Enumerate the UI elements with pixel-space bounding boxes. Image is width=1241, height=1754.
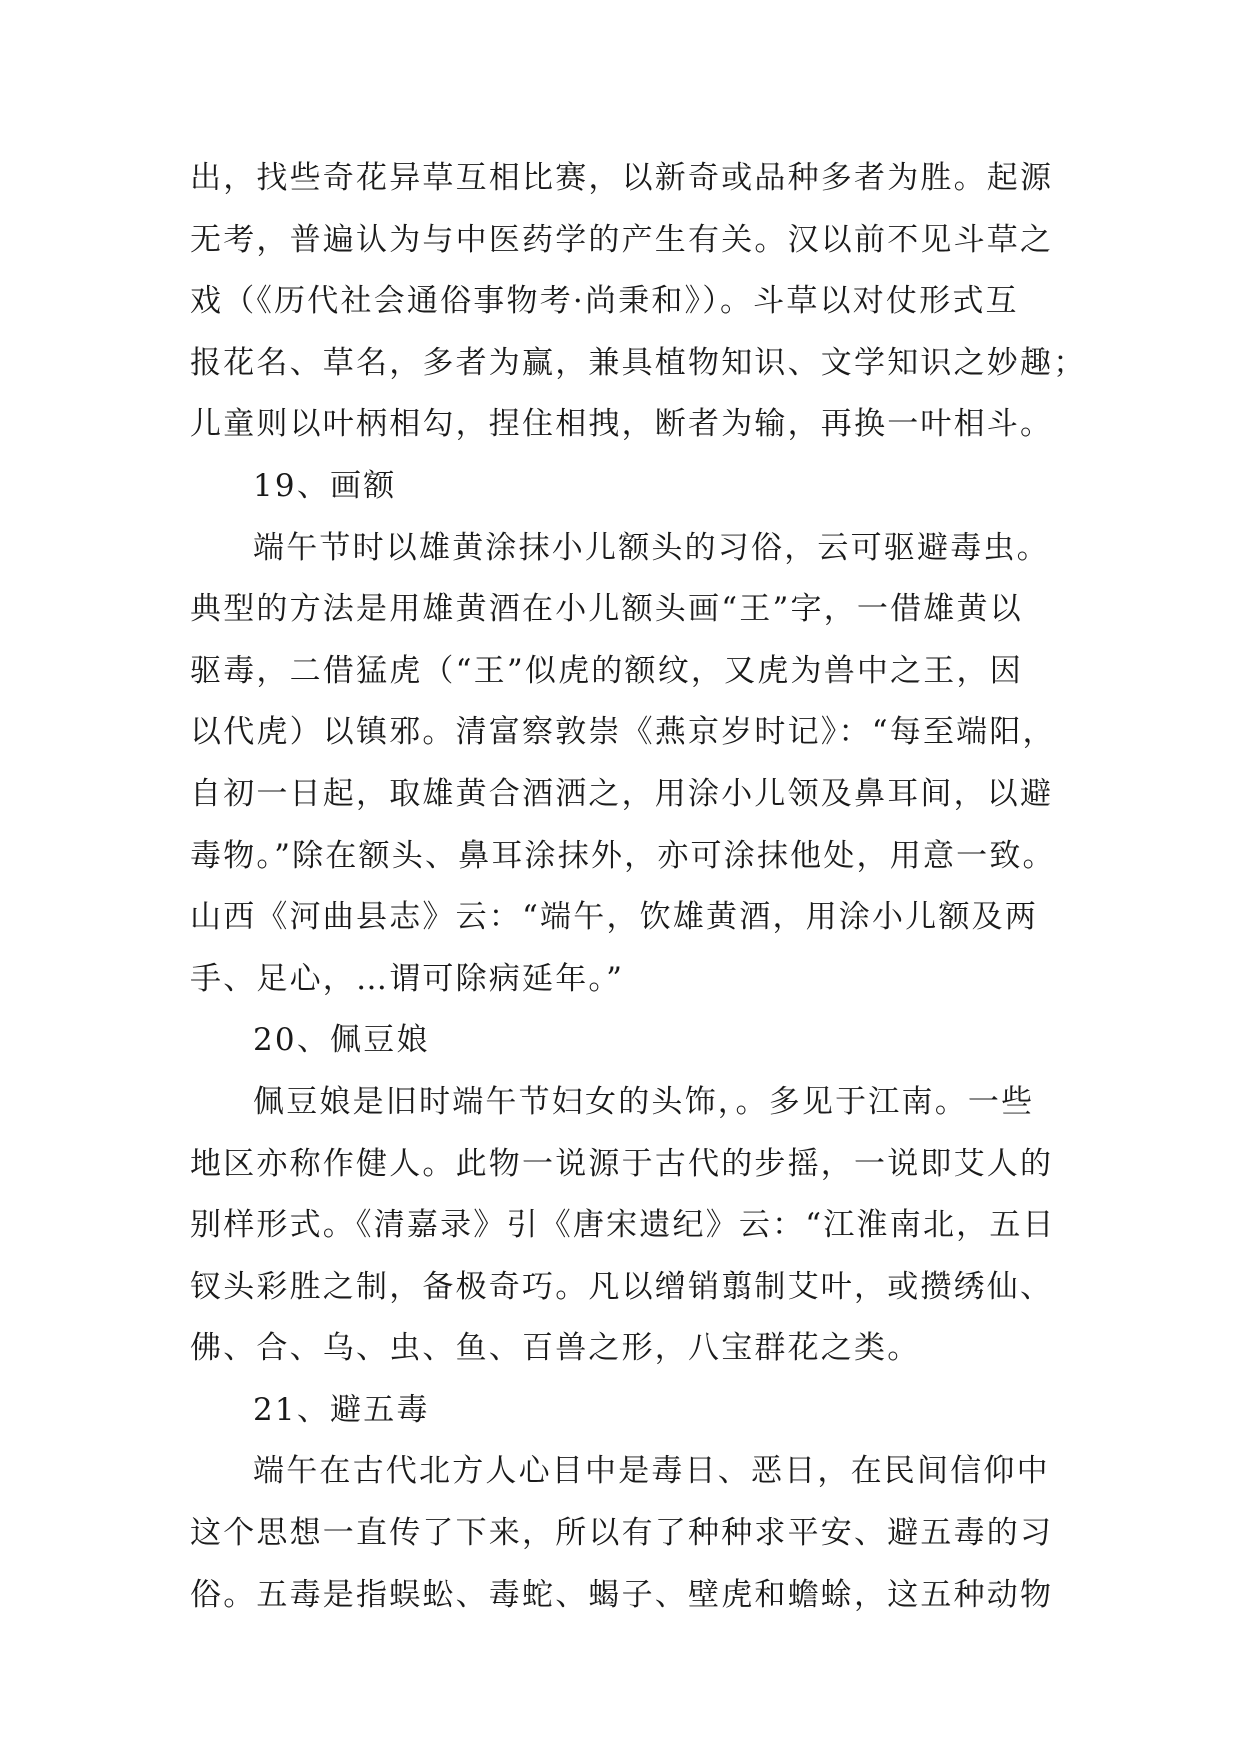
text-line: 山西《河曲县志》云：“端午，饮雄黄酒，用涂小儿额及两: [190, 899, 1039, 936]
text-line: 报花名、草名，多者为赢，兼具植物知识、文学知识之妙趣；: [190, 344, 1087, 381]
text-line: 出，找些奇花异草互相比赛，以新奇或品种多者为胜。起源: [190, 160, 1054, 196]
text-line: 典型的方法是用雄黄酒在小儿额头画“王”字，一借雄黄以: [190, 591, 1023, 628]
text-line: 地区亦称作健人。此物一说源于古代的步摇，一说即艾人的: [190, 1145, 1054, 1182]
section-heading: 20、佩豆娘: [253, 1022, 430, 1059]
text-line: 戏（《历代社会通俗事物考·尚秉和》）。斗草以对仗形式互: [190, 283, 1019, 320]
text-line: 俗。五毒是指蜈蚣、毒蛇、蝎子、壁虎和蟾蜍，这五种动物: [190, 1576, 1054, 1613]
section-heading: 21、避五毒: [253, 1391, 430, 1428]
text-line: 自初一日起，取雄黄合酒洒之，用涂小儿领及鼻耳间，以避: [190, 775, 1054, 812]
text-line: 以代虎）以镇邪。清富察敦崇《燕京岁时记》：“每至端阳，: [190, 714, 1056, 751]
paragraph-first-line: 端午节时以雄黄涂抹小儿额头的习俗，云可驱避毒虫。: [253, 529, 1050, 566]
paragraph-first-line: 端午在古代北方人心目中是毒日、恶日，在民间信仰中: [253, 1453, 1050, 1490]
paragraph-first-line: 佩豆娘是旧时端午节妇女的头饰，。多见于江南。一些: [253, 1083, 1035, 1120]
text-line: 毒物。”除在额头、鼻耳涂抹外，亦可涂抹他处，用意一致。: [190, 837, 1056, 874]
text-line: 这个思想一直传了下来，所以有了种种求平安、避五毒的习: [190, 1515, 1054, 1552]
text-line: 驱毒，二借猛虎（“王”似虎的额纹，又虎为兽中之王，因: [190, 652, 1023, 689]
document-body: [190, 148, 1087, 1626]
text-line: 佛、合、乌、虫、鱼、百兽之形，八宝群花之类。: [190, 1330, 921, 1367]
text-line: 无考，普遍认为与中医药学的产生有关。汉以前不见斗草之: [190, 221, 1054, 258]
section-heading: 19、画额: [253, 467, 397, 504]
text-line: 别样形式。《清嘉录》引《唐宋遗纪》云：“江淮南北，五日: [190, 1207, 1056, 1244]
text-line: 手、足心，…谓可除病延年。”: [190, 960, 625, 997]
text-line: 儿童则以叶柄相勾，捏住相拽，断者为输，再换一叶相斗。: [190, 406, 1054, 443]
text-line: 钗头彩胜之制，备极奇巧。凡以缯销翦制艾叶，或攒绣仙、: [190, 1268, 1054, 1305]
